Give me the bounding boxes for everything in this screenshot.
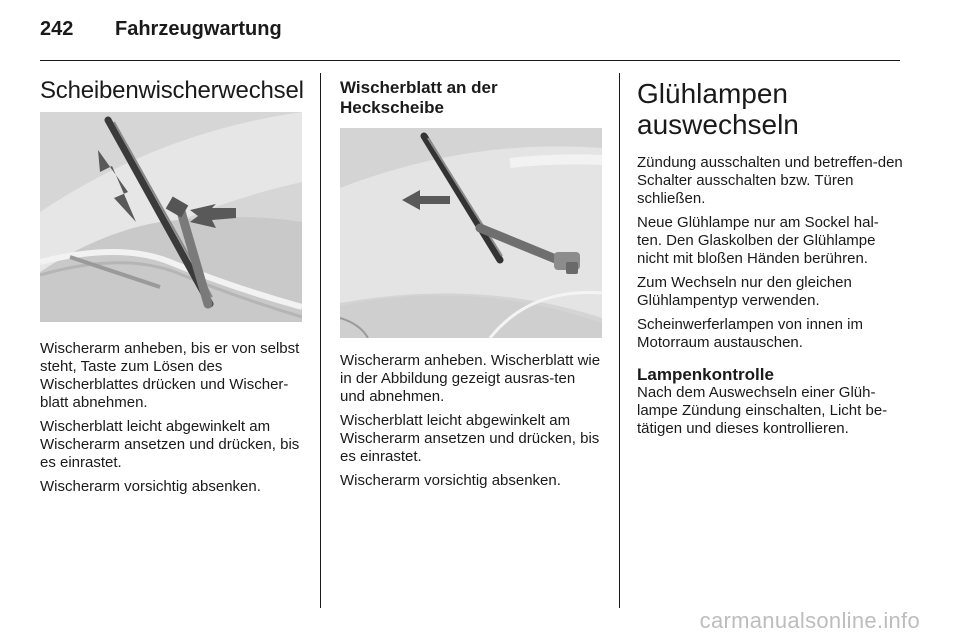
- rear-wiper-step-1: Wischerarm anheben. Wischerblatt wie in der Abbildung gezeigt ausras-ten und abnehmen.: [340, 352, 601, 405]
- rear-wiper-heading-line1: Wischerblatt an der: [340, 78, 498, 97]
- rear-wiper-figure: [340, 128, 602, 338]
- bulb-heading-line1: Glühlampen: [637, 78, 788, 109]
- column-wiper-blade: [40, 78, 306, 496]
- rear-wiper-illustration-icon: [340, 128, 602, 338]
- section-heading-wiper-change: Scheibenwischerwechsel: [40, 77, 304, 104]
- lamp-check-text: Nach dem Auswechseln einer Glüh-lampe Zündung einschalten, Licht be-tätigen und dieses kontrollieren.: [637, 384, 888, 437]
- wiper-step-2: Wischerblatt leicht abgewinkelt am Wischerarm ansetzen und drücken, bis es einrastet.: [40, 418, 300, 471]
- windshield-wiper-illustration-icon: [40, 112, 302, 322]
- page-header-title: Fahrzeugwartung: [115, 18, 282, 40]
- section-heading-rear-wiper: [340, 78, 602, 118]
- page-number: 242: [40, 18, 74, 40]
- footer-watermark: carmanualsonline.info: [699, 608, 920, 633]
- bulb-heading-line2: auswechseln: [637, 109, 799, 140]
- column-divider-2: [619, 73, 620, 608]
- bulb-step-2: Neue Glühlampe nur am Sockel hal-ten. Den Glaskolben der Glühlampe nicht mit bloßen Händen berühren.: [637, 214, 879, 267]
- wiper-step-1: Wischerarm anheben, bis er von selbst steht, Taste zum Lösen des Wischerblattes drücken und Wischer-blatt abnehmen.: [40, 340, 300, 411]
- column-divider-1: [320, 73, 321, 608]
- bulb-step-3: Zum Wechseln nur den gleichen Glühlampentyp verwenden.: [637, 274, 852, 309]
- subheading-lamp-check: Lampenkontrolle: [637, 365, 774, 384]
- bulb-step-1: Zündung ausschalten und betreffen-den Schalter ausschalten bzw. Türen schließen.: [637, 154, 903, 207]
- column-rear-wiper: [340, 78, 602, 490]
- header-rule: [40, 60, 900, 61]
- bulb-step-4: Scheinwerferlampen von innen im Motorraum austauschen.: [637, 316, 863, 351]
- windshield-wiper-figure: [40, 112, 302, 322]
- wiper-step-3: Wischerarm vorsichtig absenken.: [40, 478, 261, 495]
- rear-wiper-heading-line2: Heckscheibe: [340, 98, 444, 117]
- column-bulb-replacement: [637, 78, 903, 438]
- rear-wiper-step-2: Wischerblatt leicht abgewinkelt am Wischerarm ansetzen und drücken, bis es einrastet.: [340, 412, 600, 465]
- rear-wiper-step-3: Wischerarm vorsichtig absenken.: [340, 472, 561, 489]
- section-heading-bulb-replacement: [637, 78, 903, 140]
